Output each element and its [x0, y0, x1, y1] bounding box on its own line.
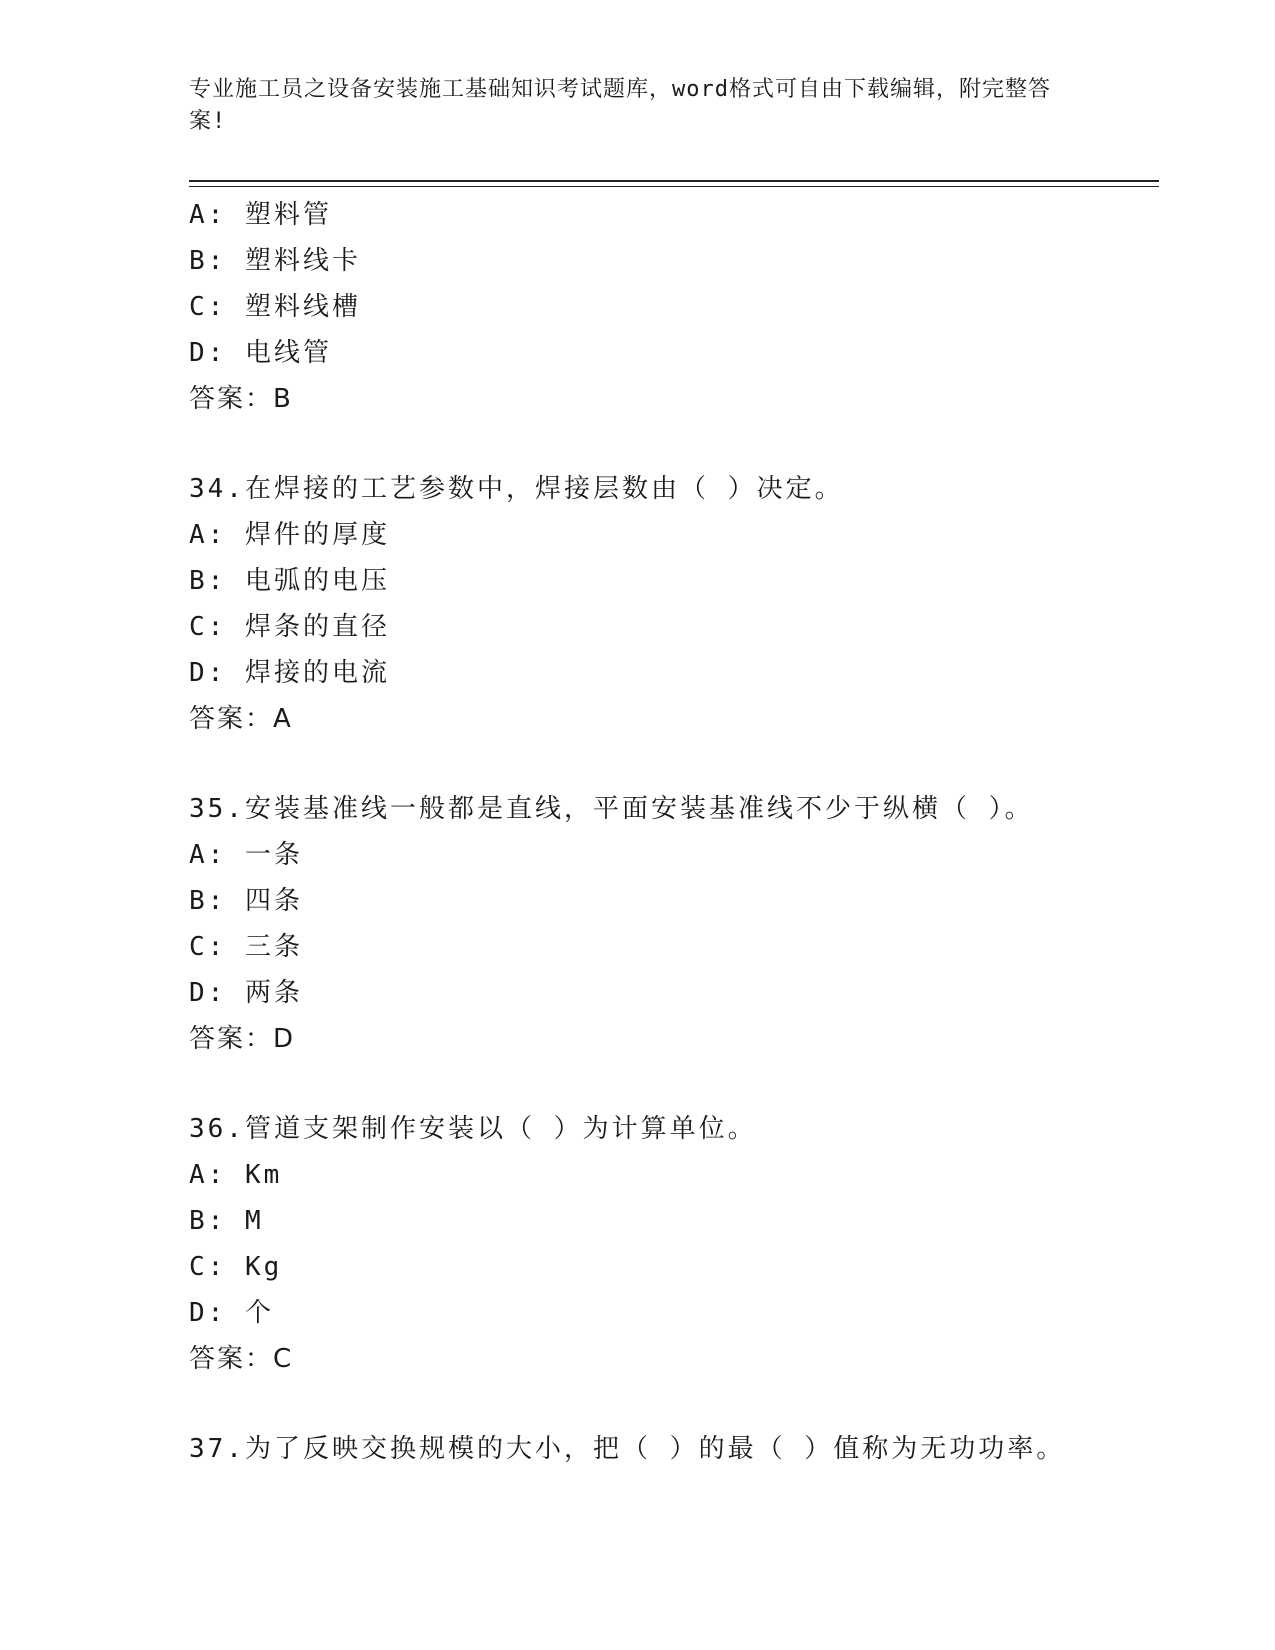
option-b: B: 四条 — [189, 886, 303, 916]
option-b: B: 塑料线卡 — [189, 246, 361, 276]
option-a: A: 塑料管 — [189, 200, 332, 230]
option-d: D: 个 — [189, 1298, 274, 1328]
header-divider-thin — [189, 186, 1159, 187]
option-c: C: 三条 — [189, 932, 303, 962]
option-d: D: 电线管 — [189, 338, 332, 368]
option-d: D: 焊接的电流 — [189, 658, 390, 688]
option-a: A: Km — [189, 1160, 283, 1190]
option-a: A: 焊件的厚度 — [189, 520, 390, 550]
question-35 — [189, 786, 1149, 1062]
question-stem: 36.管道支架制作安装以（ ）为计算单位。 — [189, 1114, 757, 1144]
question-36 — [189, 1106, 1149, 1382]
question-stem: 35.安装基准线一般都是直线，平面安装基准线不少于纵横（ ）。 — [189, 794, 1034, 824]
answer-line: 答案：B — [189, 384, 293, 414]
question-33-continued — [189, 192, 1149, 422]
option-a: A: 一条 — [189, 840, 303, 870]
answer-line: 答案：D — [189, 1024, 296, 1054]
option-d: D: 两条 — [189, 978, 303, 1008]
question-stem: 37.为了反映交换规模的大小，把（ ）的最（ ）值称为无功功率。 — [189, 1434, 1066, 1464]
option-c: C: 塑料线槽 — [189, 292, 361, 322]
option-b: B: 电弧的电压 — [189, 566, 390, 596]
answer-line: 答案：C — [189, 1344, 294, 1374]
option-b: B: M — [189, 1206, 264, 1236]
document-title: 专业施工员之设备安装施工基础知识考试题库，word格式可自由下载编辑，附完整答案! — [189, 77, 1051, 134]
question-37 — [189, 1426, 1149, 1472]
question-list — [189, 192, 1149, 1472]
question-stem: 34.在焊接的工艺参数中，焊接层数由（ ）决定。 — [189, 474, 844, 504]
option-c: C: Kg — [189, 1252, 283, 1282]
option-c: C: 焊条的直径 — [189, 612, 390, 642]
answer-line: 答案：A — [189, 704, 293, 734]
question-34 — [189, 466, 1149, 742]
header-divider — [189, 180, 1159, 182]
